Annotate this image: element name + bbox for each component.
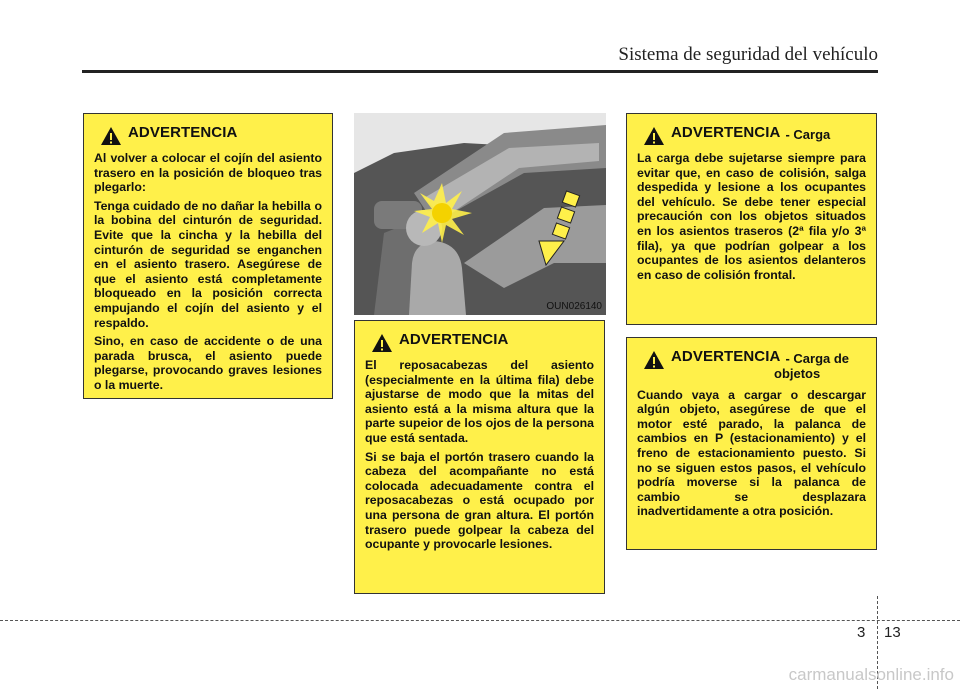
warning-header xyxy=(637,126,866,146)
warning-title: ADVERTENCIA xyxy=(671,348,781,365)
section-title: Sistema de seguridad del vehículo xyxy=(618,44,878,65)
tailgate-head-impact-drawing xyxy=(354,113,606,315)
warning-paragraph: Al volver a colocar el cojín del asiento trasero en la posición de bloqueo tras plegarlo: xyxy=(94,151,322,195)
warning-paragraph: Tenga cuidado de no dañar la hebilla o la bobina del cinturón de seguridad. Evite que la cincha y la hebilla del cinturón de seguridad se enganchen en el asiento trasero. Asegúrese de que el asiento está completamente bloqueado en la posición correcta empujando el cojín del asiento y el respaldo. xyxy=(94,198,322,330)
warning-box-headrest xyxy=(354,320,605,594)
warning-title: ADVERTENCIA xyxy=(399,331,509,348)
warning-subtitle-line2: objetos xyxy=(774,366,821,381)
warning-title: ADVERTENCIA xyxy=(671,124,781,141)
warning-subtitle: - Carga xyxy=(785,127,831,142)
warning-paragraph: La carga debe sujetarse siempre para evitar que, en caso de colisión, salga despedida y lesione a los ocupantes del vehículo. Se debe tener especial precaución con los objetos situados en los asientos traseros (2ª fila y/o 3ª fila), ya que podrían golpear a los ocupantes de los asientos delanteros en caso de colisión frontal. xyxy=(637,151,866,282)
headrest-illustration xyxy=(354,113,606,315)
warning-paragraph: Sino, en caso de accidente o de una parada brusca, el asiento puede plegarse, provocando graves lesiones o la muerte. xyxy=(94,334,322,392)
warning-triangle-icon xyxy=(100,126,122,146)
warning-header xyxy=(94,126,322,146)
watermark: carmanualsonline.info xyxy=(788,665,954,684)
warning-title: ADVERTENCIA xyxy=(128,124,238,141)
warning-box-loading xyxy=(626,337,877,550)
warning-subtitle: - Carga de xyxy=(785,351,850,366)
warning-paragraph: Si se baja el portón trasero cuando la cabeza del acompañante no está colocada adecuadamente contra el reposacabezas o está ocupado por una persona de gran altura. El portón trasero puede golpear la cabeza del ocupante y provocarle lesiones. xyxy=(365,449,594,552)
warning-box-seat-cushion xyxy=(83,113,333,399)
page-number: 13 xyxy=(884,624,901,641)
warning-paragraph: El reposacabezas del asiento (especialmente en la última fila) debe ajustarse de modo que la mitas del asiento está a la misma altura que la parte supeior de los ojos de la persona que está sentada. xyxy=(365,358,594,445)
warning-triangle-icon xyxy=(643,350,665,370)
warning-header xyxy=(365,333,594,353)
footer-rule xyxy=(0,620,960,621)
chapter-number: 3 xyxy=(857,624,866,641)
warning-triangle-icon xyxy=(643,126,665,146)
warning-paragraph: Cuando vaya a cargar o descargar algún objeto, asegúrese de que el motor esté parado, la palanca de cambios en P (estacionamiento) y el freno de estacionamiento puesto. Si no se siguen estos pasos, el vehículo podría moverse si la palanca de cambio se desplazara inadvertidamente a otra posición. xyxy=(637,387,866,519)
header-rule xyxy=(82,70,878,73)
figure-code: OUN026140 xyxy=(546,301,602,312)
warning-box-cargo xyxy=(626,113,877,325)
warning-triangle-icon xyxy=(371,333,393,353)
